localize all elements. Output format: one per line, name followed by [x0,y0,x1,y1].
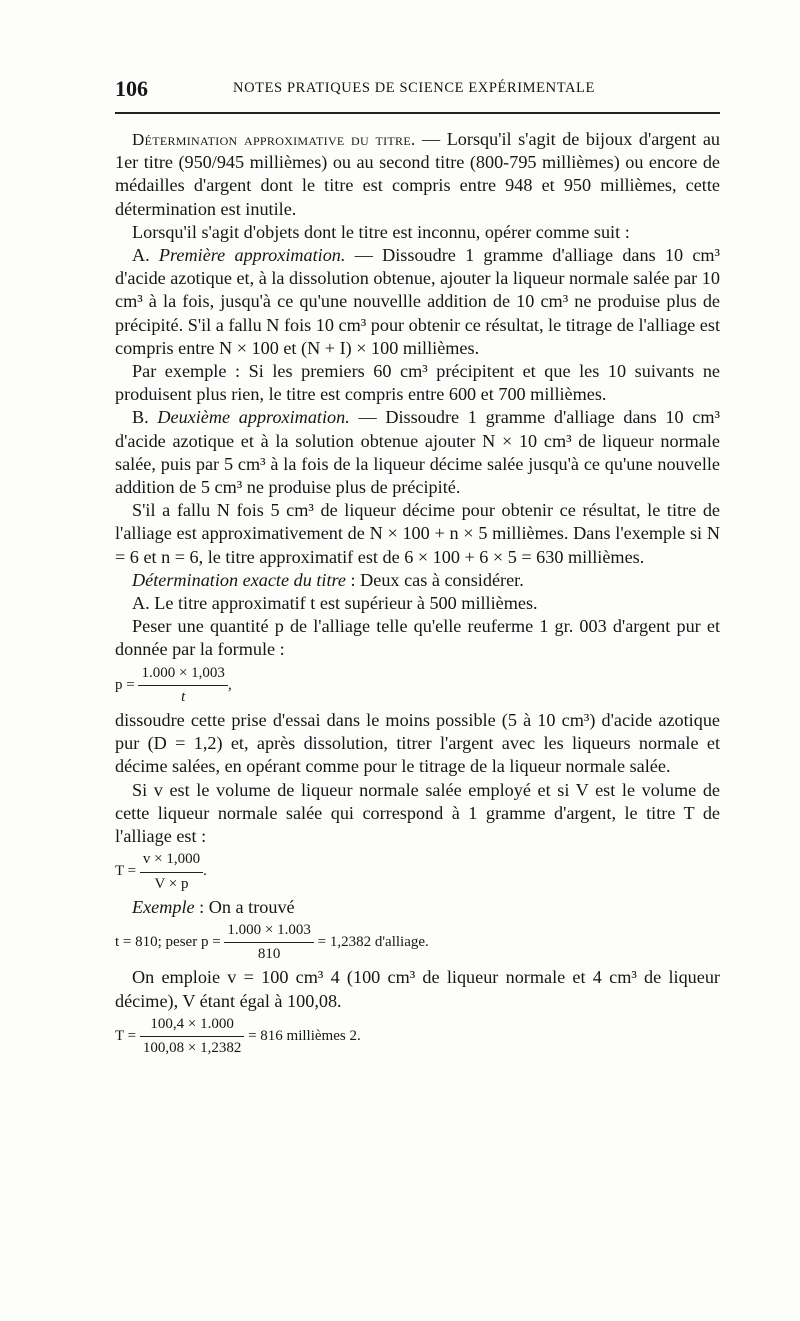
fraction-denominator: 100,08 × 1,2382 [142,1039,242,1056]
running-title: NOTES PRATIQUES DE SCIENCE EXPÉRIMENTALE [233,80,595,96]
fraction [140,1013,244,1060]
paragraph: S'il a fallu N fois 5 cm³ de liqueur décime pour obtenir ce résultat, le titre de l'alliage est approximativement de N × 100 + n × 5 millièmes. Dans l'exemple si N = 6 et n = 6, le titre approximatif est de 6 × 100 + 6 × 5 = 630 millièmes. [115,500,720,567]
paragraph: Par exemple : Si les premiers 60 cm³ précipitent et que les 10 suivants ne produisent plus rien, le titre est compris entre 600 et 700 millièmes. [115,361,720,405]
fraction [138,662,227,709]
page-number: 106 [115,76,148,101]
formula-lhs: T = [115,1027,137,1044]
paragraph-text: : Deux cas à considérer. [345,569,524,590]
section-lead: Détermination exacte du titre [132,569,346,590]
example-label: Exemple [132,896,195,917]
paragraph: Peser une quantité p de l'alliage telle qu'elle reuferme 1 gr. 003 d'argent pur et donnée par la formule : [115,616,720,660]
formula-example [115,919,720,966]
paragraph [115,128,720,221]
paragraph [115,406,720,499]
section-lead: Première approximation. [158,245,346,266]
paragraph: Si v est le volume de liqueur normale salée employé et si V est le volume de cette liqueur normale salée qui correspond à 1 gramme d'argent, le titre T de l'alliage est : [115,779,720,847]
paragraph-text: — Dissoudre 1 gramme d'alliage dans 10 cm³ d'acide azotique et à la solution obtenue ajouter N × 10 cm³ de liqueur normale salée, puis par 5 cm³ à la fois de la liqueur décime salée jusqu'à ce qu'une nouvelle addition de 5 cm³ ne produise plus de précipité. [115,407,720,498]
paragraph [115,569,720,592]
fraction [140,848,203,895]
formula-tail: = 816 millièmes 2. [248,1027,361,1044]
fraction-denominator: 810 [257,946,281,963]
formula-tail: = 1,2382 d'alliage. [317,934,429,951]
formula-p [115,662,720,709]
fraction-numerator: 100,4 × 1.000 [140,1013,244,1037]
formula-pre: t = 810; peser p = [115,934,221,951]
formula-tail: . [203,863,207,880]
section-lead: Détermination approximative du titre. [132,130,416,149]
fraction-numerator: v × 1,000 [140,848,203,872]
fraction-denominator: t [181,688,186,705]
paragraph: Lorsqu'il s'agit d'objets dont le titre est inconnu, opérer comme suit : [132,221,630,242]
example-text: : On a trouvé [194,896,295,917]
formula-result [115,1013,720,1060]
body-text [115,128,720,1060]
paragraph [115,244,720,360]
fraction-numerator: 1.000 × 1.003 [224,919,313,943]
header-rule [115,112,720,114]
fraction-denominator: V × p [154,875,189,892]
page-header [115,74,720,102]
section-lead: Deuxième approximation. [157,407,350,428]
paragraph: dissoudre cette prise d'essai dans le moins possible (5 à 10 cm³) d'acide azotique pur (D = 1,2) et, après dissolution, titrer l'argent avec les liqueurs normale et décime salées, en opérant comme pour le titrage de la liqueur normale salée. [115,710,720,777]
formula-lhs: T = [115,863,137,880]
formula-lhs: p = [115,676,135,693]
section-letter: A. [132,245,159,266]
formula-T [115,848,720,895]
paragraph: A. Le titre approximatif t est supérieur à 500 millièmes. [132,593,538,614]
paragraph: On emploie v = 100 cm³ 4 (100 cm³ de liqueur normale et 4 cm³ de liqueur décime), V étant égal à 100,08. [115,967,720,1011]
fraction [224,919,313,966]
example-line [115,896,720,919]
paragraph-text: — Lorsqu'il s'agit de bijoux d'argent au 1er titre (950/945 millièmes) ou au second titre (800-795 millièmes) ou encore de médailles d'argent dont le titre est compris entre 948 et 950 millièmes, cette détermination est inutile. [115,129,720,219]
paragraph-text: — Dissoudre 1 gramme d'alliage dans 10 cm³ d'acide azotique et, à la dissolution obtenue, ajouter la liqueur normale salée par 10 cm³ à la fois, jusqu'à ce qu'une nouvellle addition de 10 cm³ ne produise plus de précipité. S'il a fallu N fois 10 cm³ pour obtenir ce résultat, le titrage de l'alliage est compris entre N × 100 et (N + I) × 100 millièmes. [115,245,720,358]
fraction-numerator: 1.000 × 1,003 [138,662,227,686]
formula-tail: , [227,676,232,693]
section-letter: B. [132,407,158,428]
